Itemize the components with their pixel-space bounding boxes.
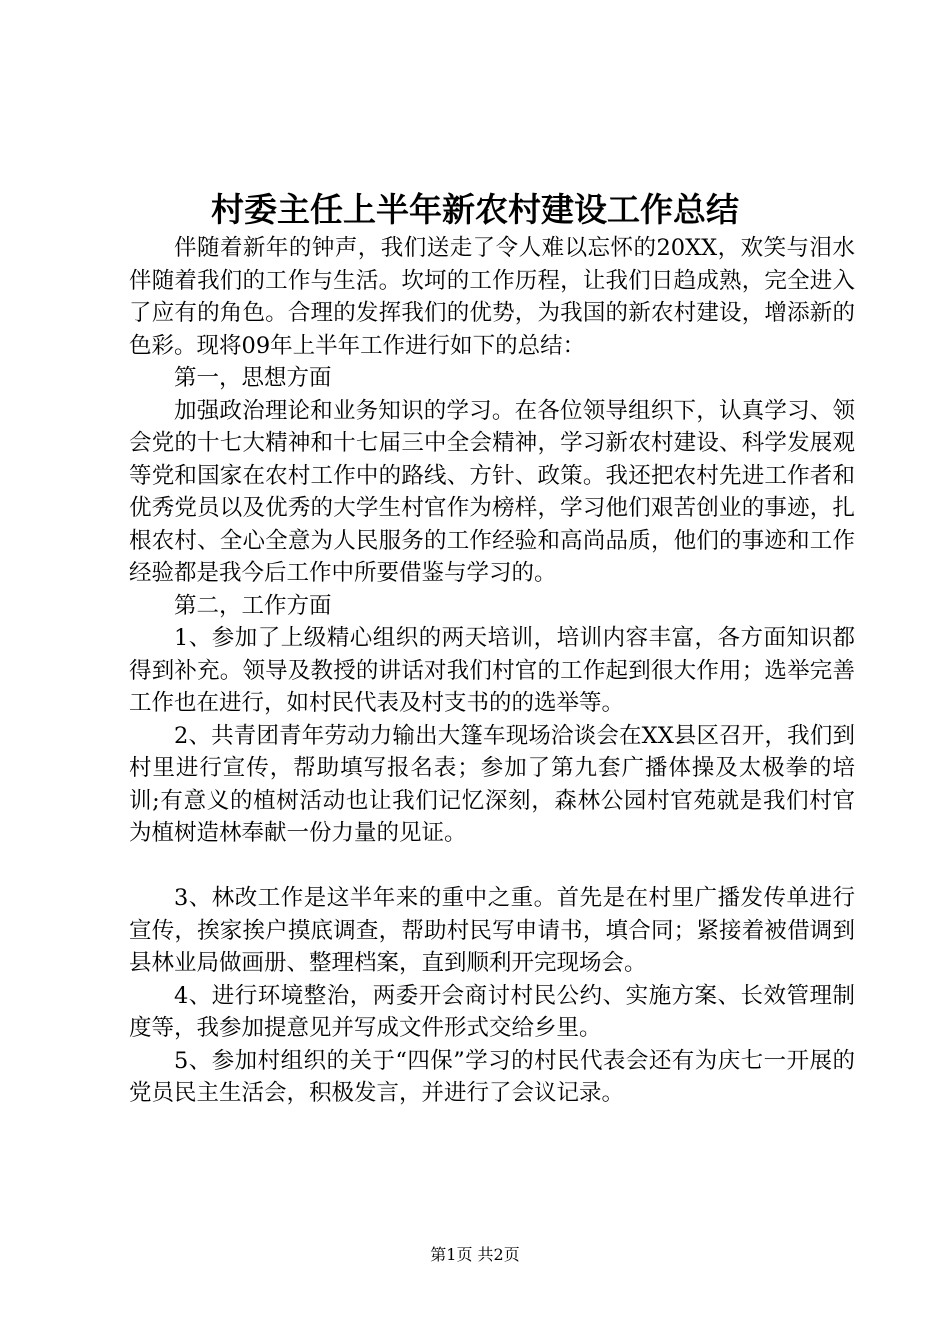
- section-heading-thought: 第一，思想方面: [174, 365, 332, 391]
- work-item-3: 3、林改工作是这半年来的重中之重。首先是在村里广播发传单进行宣传，挨家挨户摸底调查，帮助村民写申请书，填合同；紧接着被借调到县林业局做画册、整理档案，直到顺利开完现场会。: [129, 885, 855, 976]
- intro-paragraph: 伴随着新年的钟声，我们送走了令人难以忘怀的20XX，欢笑与泪水伴随着我们的工作与生活。坎坷的工作历程，让我们日趋成熟，完全进入了应有的角色。合理的发挥我们的优势，为我国的新农村建设，增添新的色彩。现将09年上半年工作进行如下的总结：: [129, 235, 855, 359]
- work-item-4: 4、进行环境整治，两委开会商讨村民公约、实施方案、长效管理制度等，我参加提意见并写成文件形式交给乡里。: [129, 982, 855, 1041]
- work-item-2: 2、共青团青年劳动力输出大篷车现场洽谈会在XX县区召开，我们到村里进行宣传，帮助填写报名表；参加了第九套广播体操及太极拳的培训;有意义的植树活动也让我们记忆深刻，森林公园村官苑就是我们村官为植树造林奉献一份力量的见证。: [129, 722, 855, 846]
- document-body: [129, 232, 855, 1110]
- work-item-1: 1、参加了上级精心组织的两天培训，培训内容丰富，各方面知识都得到补充。领导及教授的讲话对我们村官的工作起到很大作用；选举完善工作也在进行，如村民代表及村支书的的选举等。: [129, 625, 855, 716]
- section-heading-work: 第二，工作方面: [174, 592, 332, 619]
- thought-paragraph: 加强政治理论和业务知识的学习。在各位领导组织下，认真学习、领会党的十七大精神和十七届三中全会精神，学习新农村建设、科学发展观等党和国家在农村工作中的路线、方针、政策。我还把农村先进工作者和优秀党员以及优秀的大学生村官作为榜样，学习他们艰苦创业的事迹，扎根农村、全心全意为人民服务的工作经验和高尚品质，他们的事迹和工作经验都是我今后工作中所要借鉴与学习的。: [129, 397, 855, 586]
- work-item-5: 5、参加村组织的关于“四保”学习的村民代表会还有为庆七一开展的党员民主生活会，积极发言，并进行了会议记录。: [129, 1047, 855, 1106]
- document-title: 村委主任上半年新农村建设工作总结: [211, 190, 739, 229]
- page-footer: 第1页 共2页: [430, 1245, 520, 1264]
- blank-line: [129, 850, 855, 883]
